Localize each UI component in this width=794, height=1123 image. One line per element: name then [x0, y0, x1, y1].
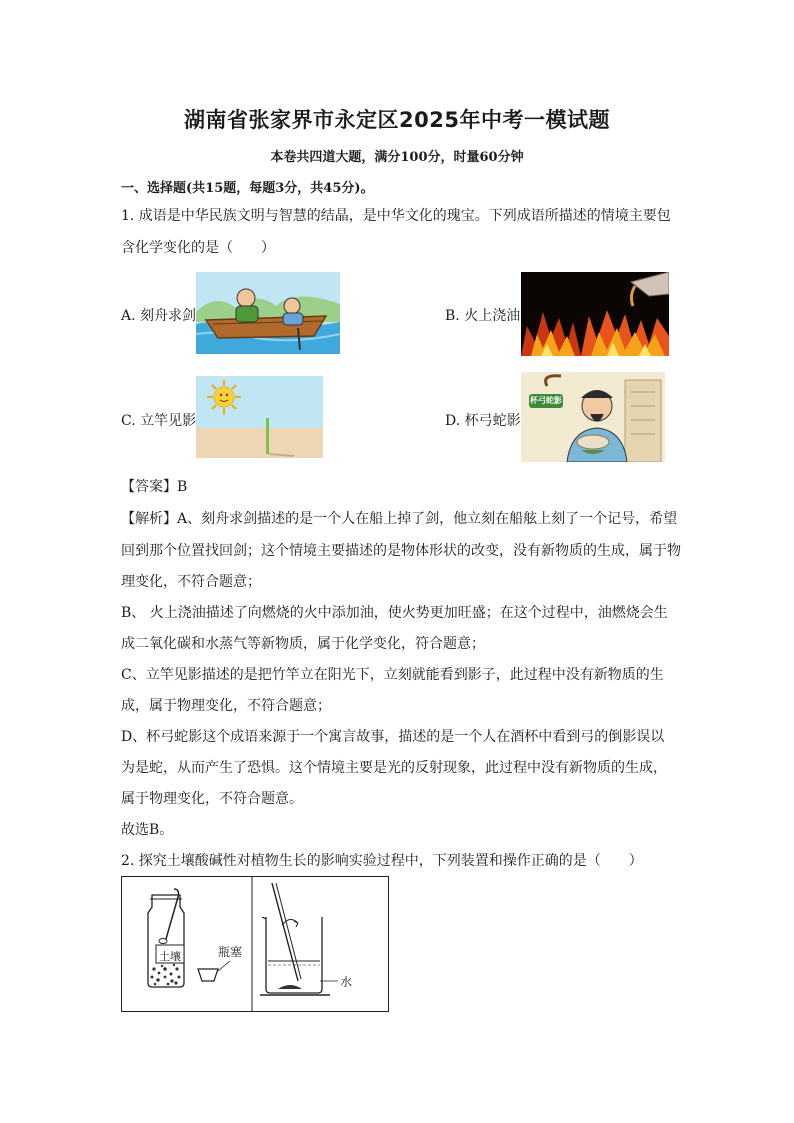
q1-stem-line2: 含化学变化的是（ ） — [121, 240, 275, 256]
q1-answer: 【答案】B — [121, 479, 188, 495]
page-title: 湖南省张家界市永定区2025年中考一模试题 — [184, 108, 610, 132]
exam-subtitle: 本卷共四道大题，满分100分，时量60分钟 — [270, 150, 524, 165]
lab-apparatus-diagram — [121, 876, 389, 1012]
analysis-line: 回到那个位置找回剑；这个情境主要描述的是物体形状的改变，没有新物质的生成，属于物 — [121, 543, 681, 559]
boat-image — [196, 272, 340, 354]
q1-option-a: A. 刻舟求剑 — [121, 308, 197, 324]
analysis-line: 成二氧化碳和水蒸气等新物质，属于化学变化，符合题意； — [121, 636, 485, 652]
analysis-line: 属于物理变化，不符合题意。 — [121, 791, 303, 807]
stopper-label: 瓶塞 — [218, 945, 243, 959]
q1-stem-line1: 1. 成语是中华民族文明与智慧的结晶，是中华文化的瑰宝。下列成语所描述的情境主要包 — [121, 208, 671, 224]
q1-option-b: B. 火上浇油 — [445, 308, 521, 324]
analysis-line: 【解析】A、刻舟求剑描述的是一个人在船上掉了剑，他立刻在船舷上刻了一个记号，希望 — [121, 511, 678, 527]
fire-image — [521, 272, 669, 356]
q1-option-c: C. 立竿见影 — [121, 413, 197, 429]
water-label: 水 — [340, 975, 353, 989]
analysis-line: D、杯弓蛇影这个成语来源于一个寓言故事，描述的是一个人在酒杯中看到弓的倒影误以 — [121, 729, 665, 745]
sun-pole-image — [196, 376, 323, 458]
section-heading: 一、选择题(共15题，每题3分，共45分)。 — [121, 181, 374, 196]
analysis-line: 为是蛇，从而产生了恐惧。这个情境主要是光的反射现象，此过程中没有新物质的生成， — [121, 760, 667, 776]
jar-label: 土壤 — [159, 950, 181, 963]
analysis-line: 成，属于物理变化，不符合题意； — [121, 698, 331, 714]
cup-bow-image — [521, 372, 665, 462]
q2-stem: 2. 探究土壤酸碱性对植物生长的影响实验过程中，下列装置和操作正确的是（ ） — [121, 853, 643, 869]
q1-option-d: D. 杯弓蛇影 — [445, 413, 521, 429]
analysis-line: C、立竿见影描述的是把竹竿立在阳光下，立刻就能看到影子，此过程中没有新物质的生 — [121, 667, 664, 683]
analysis-line: 理变化，不符合题意； — [121, 574, 261, 590]
image-caption: 杯弓蛇影 — [530, 396, 562, 405]
analysis-line: B、 火上浇油描述了向燃烧的火中添加油，使火势更加旺盛；在这个过程中，油燃烧会生 — [121, 605, 668, 621]
analysis-conclusion: 故选B。 — [121, 822, 174, 838]
